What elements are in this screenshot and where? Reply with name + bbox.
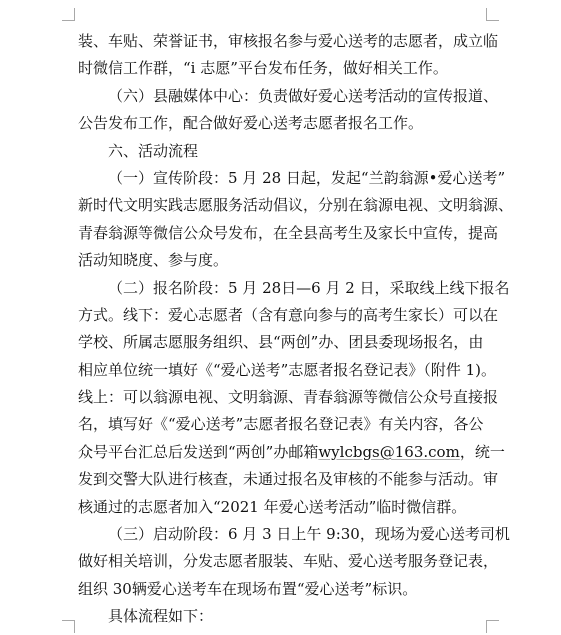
paragraph-line: 发到交警大队进行核查，未通过报名及审核的不能参与活动。审 [78, 470, 499, 489]
paragraph-line: 名，填写好《“爱心送考”志愿者报名登记表》有关内容，各公 [78, 415, 484, 434]
paragraph-line: （二）报名阶段：5 月 28日—6 月 2 日，采取线上线下报名 [108, 278, 510, 297]
paragraph-line: 装、车贴、荣誉证书，审核报名参与爱心送考的志愿者，成立临 [78, 32, 499, 50]
paragraph-line-with-email [78, 439, 505, 466]
paragraph-line: 青春翁源等微信公众号发布，在全县高考生及家长中宣传，提高 [78, 223, 499, 242]
paragraph-line: 新时代文明实践志愿服务活动倡议，分别在翁源电视、文明翁源、 [78, 196, 514, 215]
paragraph-line: 学校、所属志愿服务组织、县“两创”办、团县委现场报名，由 [78, 333, 484, 352]
paragraph-line: 组织 30辆爱心送考车在现场布置“爱心送考”标识。 [78, 579, 418, 598]
email-link[interactable]: wylcbgs@163.com [318, 442, 460, 461]
paragraph-line: 核通过的志愿者加入“2021 年爱心送考活动”临时微信群。 [78, 497, 467, 516]
paragraph-line: （三）启动阶段：6 月 3 日上午 9:30，现场为爱心送考司机 [108, 525, 510, 544]
paragraph-line: （六）县融媒体中心：负责做好爱心送考活动的宣传报道、 [108, 86, 499, 105]
paragraph-text: ，统一 [459, 442, 505, 461]
section-heading: 六、活动流程 [108, 141, 199, 160]
paragraph-line: 方式。线下：爱心志愿者（含有意向参与的高考生家长）可以在 [78, 305, 499, 324]
paragraph-line: 活动知晓度、参与度。 [78, 251, 229, 270]
paragraph-line: 做好相关培训，分发志愿者服装、车贴、爱心送考服务登记表， [78, 552, 499, 571]
paragraph-line: 公告发布工作，配合做好爱心送考志愿者报名工作。 [78, 114, 424, 133]
paragraph-line: 线上：可以翁源电视、文明翁源、青春翁源等微信公众号直接报 [78, 388, 499, 407]
crop-mark-top-right [486, 8, 499, 21]
paragraph-text: 众号平台汇总后发送到“两创”办邮箱 [78, 442, 319, 461]
document-body [78, 28, 514, 631]
paragraph-line: 时微信工作群，“i 志愿”平台发布任务，做好相关工作。 [78, 59, 448, 78]
paragraph-line: （一）宣传阶段：5 月 28 日起，发起“兰韵翁源•爱心送考” [108, 168, 506, 187]
crop-mark-bottom-left [62, 620, 75, 633]
paragraph-line: 具体流程如下： [108, 607, 214, 626]
paragraph-line: 相应单位统一填好《“爱心送考”志愿者报名登记表》（附件 1)。 [78, 360, 497, 379]
crop-mark-top-left [62, 8, 75, 21]
